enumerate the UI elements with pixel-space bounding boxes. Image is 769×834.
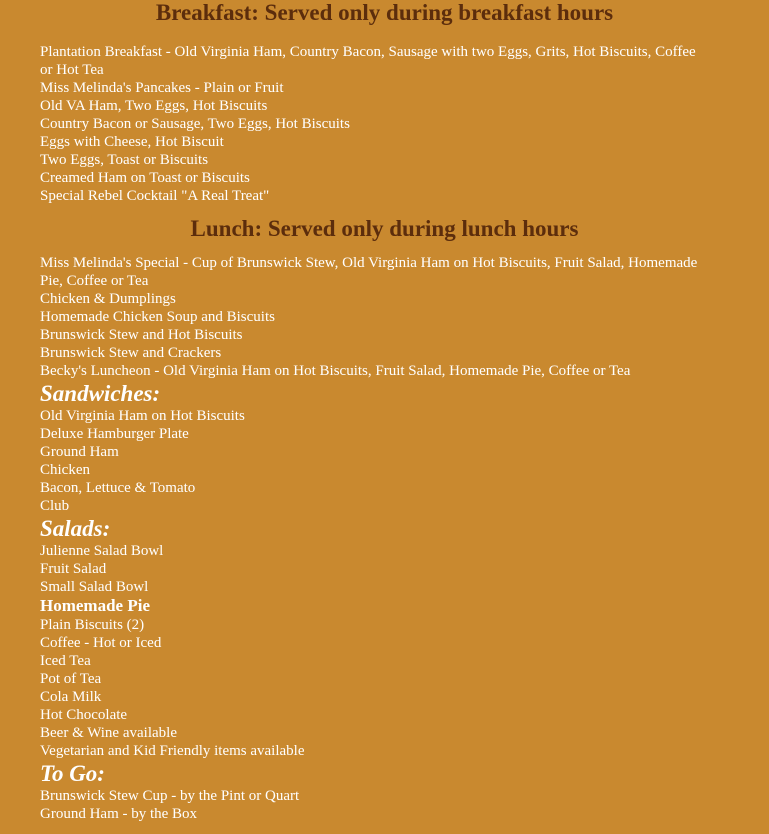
extra-item: Iced Tea: [40, 653, 91, 669]
extra-item: Vegetarian and Kid Friendly items available: [40, 743, 305, 759]
breakfast-item: Plantation Breakfast - Old Virginia Ham, Country Bacon, Sausage with two Eggs, Grits, Hot Biscuits, Coffee or Hot Tea: [40, 44, 696, 78]
salad-item: Small Salad Bowl: [40, 579, 149, 595]
extras-list: [0, 616, 769, 760]
breakfast-item: Country Bacon or Sausage, Two Eggs, Hot Biscuits: [40, 116, 350, 132]
lunch-item: Chicken & Dumplings: [40, 291, 176, 307]
homemade-pie-heading: Homemade Pie: [40, 596, 150, 615]
lunch-item: Brunswick Stew and Crackers: [40, 345, 222, 361]
to-go-item: Brunswick Stew Cup - by the Pint or Quart: [40, 788, 300, 804]
breakfast-item: Old VA Ham, Two Eggs, Hot Biscuits: [40, 98, 268, 114]
extra-item: Pot of Tea: [40, 671, 102, 687]
sandwich-item: Chicken: [40, 462, 90, 478]
sandwich-item: Deluxe Hamburger Plate: [40, 426, 189, 442]
extra-item: Beer & Wine available: [40, 725, 177, 741]
sandwich-item: Club: [40, 498, 70, 514]
sandwich-item: Ground Ham: [40, 444, 119, 460]
salads-list: [0, 542, 769, 596]
breakfast-item: Miss Melinda's Pancakes - Plain or Fruit: [40, 80, 284, 96]
extra-item: Hot Chocolate: [40, 707, 128, 723]
salads-heading: Salads:: [40, 516, 111, 541]
lunch-item: Becky's Luncheon - Old Virginia Ham on Hot Biscuits, Fruit Salad, Homemade Pie, Coffee or Tea: [40, 363, 631, 379]
sandwiches-list: [0, 407, 769, 515]
lunch-heading: Lunch: Served only during lunch hours: [190, 216, 579, 241]
breakfast-item: Special Rebel Cocktail "A Real Treat": [40, 188, 270, 204]
breakfast-item: Two Eggs, Toast or Biscuits: [40, 152, 209, 168]
breakfast-heading: Breakfast: Served only during breakfast hours: [155, 0, 614, 25]
extra-item: Plain Biscuits (2): [40, 617, 145, 633]
salad-item: Fruit Salad: [40, 561, 107, 577]
extra-item: Coffee - Hot or Iced: [40, 635, 162, 651]
sandwiches-heading: Sandwiches:: [40, 381, 161, 406]
breakfast-item: Creamed Ham on Toast or Biscuits: [40, 170, 250, 186]
lunch-item: Homemade Chicken Soup and Biscuits: [40, 309, 275, 325]
sandwich-item: Bacon, Lettuce & Tomato: [40, 480, 196, 496]
salad-item: Julienne Salad Bowl: [40, 543, 164, 559]
lunch-item: Brunswick Stew and Hot Biscuits: [40, 327, 243, 343]
to-go-heading: To Go:: [40, 761, 105, 786]
lunch-list: [0, 254, 740, 380]
lunch-item: Miss Melinda's Special - Cup of Brunswick Stew, Old Virginia Ham on Hot Biscuits, Fruit Salad, Homemade Pie, Coffee or Tea: [40, 255, 698, 289]
to-go-list: [0, 787, 769, 823]
extra-item: Cola Milk: [40, 689, 102, 705]
breakfast-item: Eggs with Cheese, Hot Biscuit: [40, 134, 224, 150]
breakfast-list: [0, 43, 740, 205]
to-go-item: Ground Ham - by the Box: [40, 806, 198, 822]
sandwich-item: Old Virginia Ham on Hot Biscuits: [40, 408, 245, 424]
